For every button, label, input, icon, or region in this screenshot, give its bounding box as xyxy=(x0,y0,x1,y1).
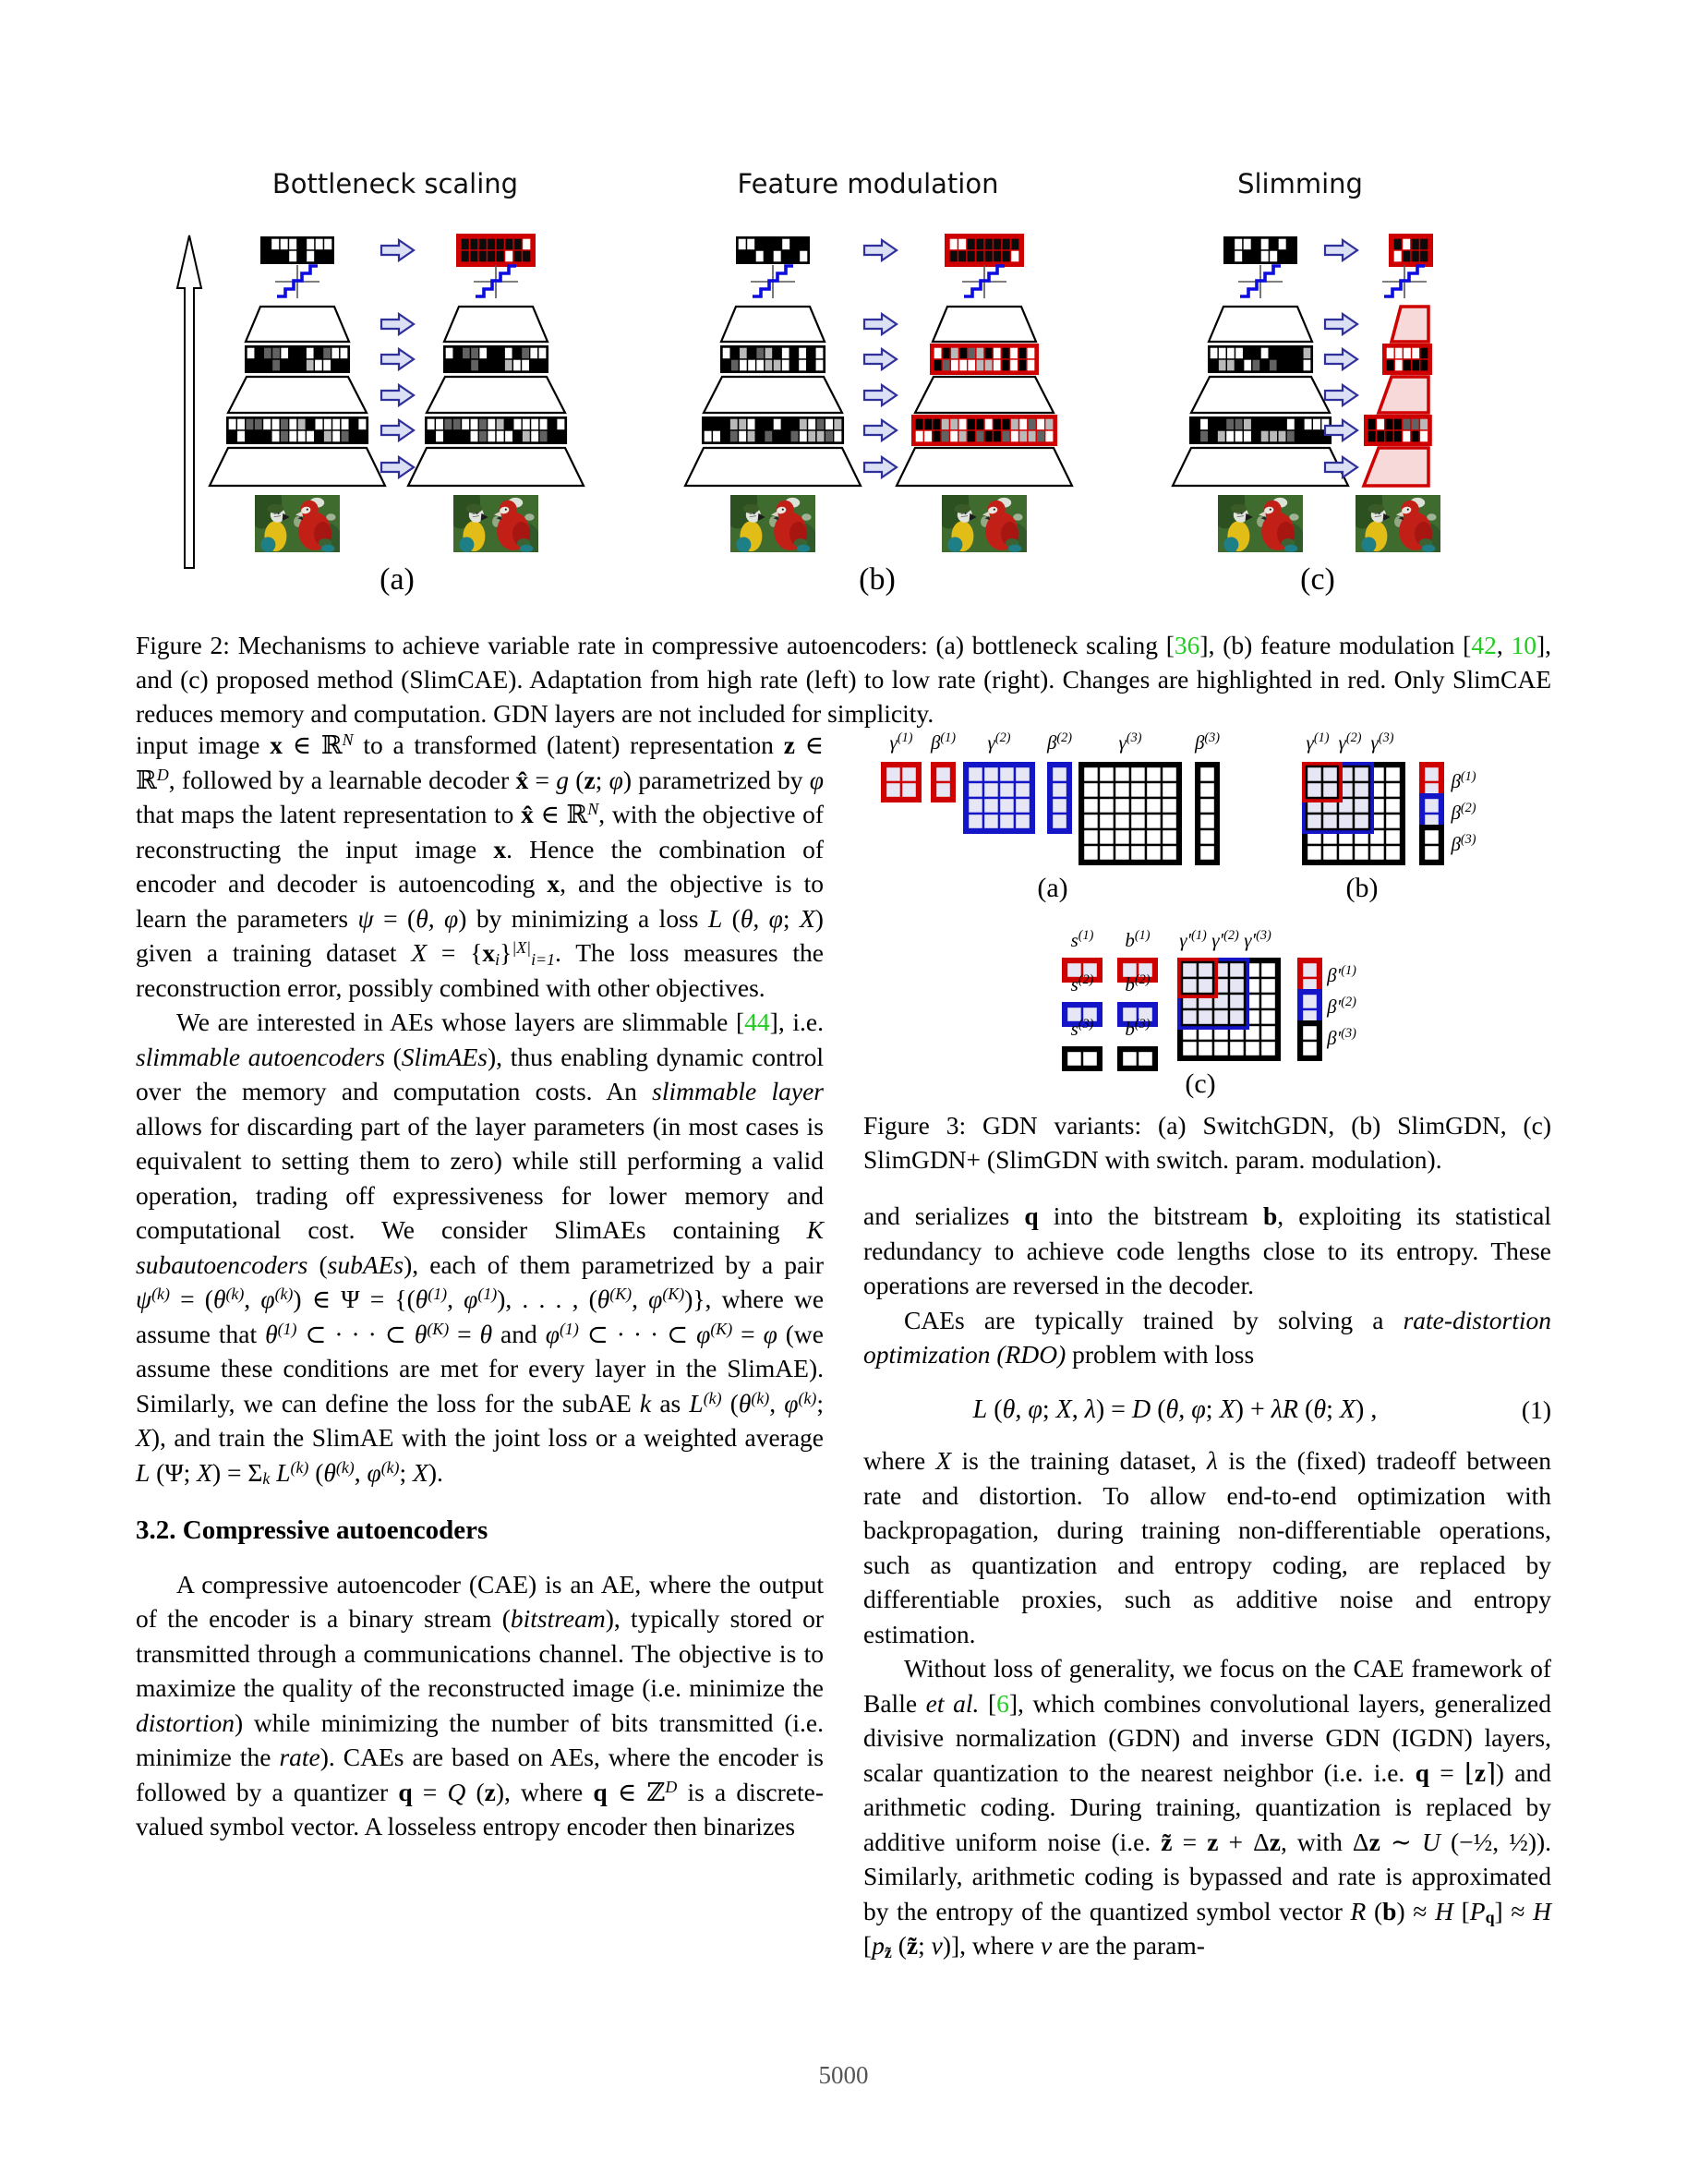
feature-map-checkerboard xyxy=(1208,345,1313,373)
math-label xyxy=(1244,928,1271,951)
math-label xyxy=(1071,1017,1094,1040)
encoder-trapezoid xyxy=(1173,448,1348,486)
math-label xyxy=(1211,928,1239,951)
math-label xyxy=(1339,730,1362,754)
adaptation-arrow-icon xyxy=(864,457,897,477)
encoder-trapezoid xyxy=(408,448,584,486)
feature-map-checkerboard-red xyxy=(930,344,1039,375)
math-label xyxy=(1071,928,1094,951)
body-left-column xyxy=(136,728,824,1844)
bitstream-checkerboard-red xyxy=(945,234,1024,267)
quantizer-step-icon xyxy=(1238,265,1283,298)
math-label xyxy=(1326,1026,1356,1049)
math-label xyxy=(1194,730,1220,754)
svg-text:γ(3): $\gamma^{(3)}$ xyxy=(1370,730,1394,754)
svg-text:γ(2): $\gamma^{(2)}$ xyxy=(1338,730,1362,754)
encoder-trapezoid xyxy=(210,448,385,486)
figure3-panel-label xyxy=(1185,1068,1215,1099)
math-label xyxy=(988,730,1011,754)
math-label xyxy=(1326,963,1356,986)
adaptation-arrow-icon xyxy=(864,314,897,334)
encoder-trapezoid xyxy=(897,448,1072,486)
math-label xyxy=(1450,832,1476,855)
figure3-caption: Figure 3: GDN variants: (a) SwitchGDN, (b) SlimGDN, (c) SlimGDN+ (SlimGDN with switch. param. modulation). xyxy=(863,1111,1551,1174)
paragraph-tradeoff: where X is the training dataset, λ is the (fixed) tradeoff between rate and distortion. To allow end-to-end optimization with backpropagation, during training non-differentiable operations, such as quantization and entropy coding, are replaced by differentiable proxies, such as additive noise and entropy estimation. xyxy=(863,1446,1551,1648)
switch-param-s xyxy=(1062,1046,1103,1071)
encoder-trapezoid xyxy=(1191,377,1330,413)
quantizer-step-icon xyxy=(474,265,518,298)
svg-text:β′(2): $\beta'^{(2)}$ xyxy=(1327,995,1356,1018)
adaptation-arrow-icon xyxy=(864,420,897,440)
figure3-panel-label xyxy=(1037,873,1067,903)
svg-text:(b): (b) xyxy=(859,562,896,597)
math-label xyxy=(1125,1017,1150,1040)
math-label xyxy=(1125,928,1150,951)
adaptation-arrow-icon xyxy=(381,314,414,334)
math-label xyxy=(1179,928,1207,951)
feature-map-checkerboard xyxy=(702,416,844,444)
svg-text:γ′(1): $\gamma'^{(1)}$ xyxy=(1179,928,1207,951)
svg-text:β(2): $\beta^{(2)}$ xyxy=(1451,801,1476,824)
paragraph-slimmable-aes: We are interested in AEs whose layers are slimmable [44], i.e. slimmable autoencoders (SlimAEs), thus enabling dynamic control over the memory and computation costs. An slimmable layer allows for discarding part of the layer parameters (in most cases is equivalent to setting them to zero) while still performing a valid operation, trading off expressiveness for lower memory and computational cost. We consider SlimAEs containing K subautoencoders (subAEs), each of them parametrized by a pair $\psi^{(k)} = (\theta^{(k)}$, $\varphi^{(k)}$) ∈ $\Psi = \{(\theta^{(1)}$, $\varphi^{(1)}$), . . . , ($\theta^{(K)}$, $\varphi^{(K)}$)}, where we assume that $\theta^{(1)}$ ⊂ · · · ⊂ $\theta^{(K)} = \theta$ and $\varphi^{(1)}$ ⊂ · · · ⊂ $\varphi^{(K)} = \varphi$ (we assume these conditions are met for every layer in the SlimAE). Similarly, we can define the loss for the subAE k as $L^{(k)}$ ($\theta^{(k)}$, $\varphi^{(k)}$; X), and train the SlimAE with the joint loss or a weighted average L (Ψ; $X) = \Sigma_k$ $L^{(k)}$ ($\theta^{(k)}$, $\varphi^{(k)}$; X). xyxy=(136,1008,825,1489)
quantizer-step-icon xyxy=(962,265,1006,298)
svg-text:γ(1): $\gamma^{(1)}$ xyxy=(889,730,913,754)
figure3-diagram xyxy=(863,716,1551,1099)
encoder-trapezoid xyxy=(1209,307,1312,342)
adaptation-arrow-icon xyxy=(381,385,414,405)
svg-text:s(3): $s^{(3)}$ xyxy=(1070,1017,1094,1040)
quantizer-step-icon xyxy=(275,265,319,298)
quantizer-step-icon xyxy=(751,265,795,298)
svg-text:b(2): $b^{(2)}$ xyxy=(1125,972,1151,995)
feature-map-checkerboard-red xyxy=(911,415,1057,446)
feature-map-checkerboard xyxy=(443,345,548,373)
math-label xyxy=(1046,730,1072,754)
figure2-panel-label xyxy=(380,562,415,597)
slimmed-encoder-trapezoid xyxy=(1364,448,1428,486)
svg-text:γ′(2): $\gamma'^{(2)}$ xyxy=(1211,928,1239,951)
switchgdn-grid xyxy=(881,762,922,802)
feature-map-checkerboard xyxy=(245,345,350,373)
svg-text:γ(1): $\gamma^{(1)}$ xyxy=(1306,730,1330,754)
encoder-trapezoid xyxy=(444,307,548,342)
svg-text:β(3): $\beta^{(3)}$ xyxy=(1194,730,1221,754)
feature-map-checkerboard-red xyxy=(1364,415,1432,446)
svg-text:b(1): $b^{(1)}$ xyxy=(1125,928,1151,951)
paragraph-rdo: CAEs are typically trained by solving a rate-distortion optimization (RDO) problem with loss xyxy=(863,1305,1551,1369)
encoder-trapezoid xyxy=(228,377,367,413)
math-label xyxy=(1371,730,1394,754)
svg-text:(c): (c) xyxy=(1185,1068,1216,1099)
adaptation-arrow-icon xyxy=(864,349,897,369)
bitstream-checkerboard xyxy=(1223,236,1297,264)
slimgdn-plus-beta-segment xyxy=(1297,1020,1322,1061)
equation-1: L (θ, φ; X, λ) = D (θ, φ; X) + λR (θ; X) , xyxy=(972,1394,1378,1424)
svg-text:β(1): $\beta^{(1)}$ xyxy=(1451,769,1476,792)
up-arrow-icon xyxy=(177,235,201,568)
adaptation-arrow-icon xyxy=(1325,240,1357,260)
figure2-title-slimming: Slimming xyxy=(1237,168,1363,199)
adaptation-arrow-icon xyxy=(1325,349,1357,369)
figure3-panel-label xyxy=(1346,873,1379,903)
switchgdn-grid xyxy=(1195,762,1220,865)
gdn-grid-small xyxy=(1177,958,1218,998)
math-label xyxy=(890,730,913,754)
adaptation-arrow-icon xyxy=(381,349,414,369)
adaptation-arrow-icon xyxy=(381,240,414,260)
encoder-trapezoid xyxy=(721,307,825,342)
adaptation-arrow-icon xyxy=(1325,385,1357,405)
feature-map-checkerboard xyxy=(720,345,825,373)
math-label xyxy=(1071,972,1094,995)
slimmed-encoder-trapezoid xyxy=(1392,307,1428,342)
bitstream-checkerboard-red xyxy=(456,234,536,267)
adaptation-arrow-icon xyxy=(381,457,414,477)
paragraph-compressive-autoencoders: A compressive autoencoder (CAE) is an AE, where the output of the encoder is a binary stream (bitstream), typically stored or transmitted through a communications channel. The objective is to maximize the quality of the reconstructed image (i.e. minimize the distortion) while minimizing the number of bits transmitted (i.e. minimize the rate). CAEs are based on AEs, where the encoder is followed by a quantizer q = Q (z), where q ∈ ℤ$^D$ is a discrete-valued symbol vector. A losseless entropy encoder then binarizes xyxy=(136,1569,824,1840)
switchgdn-grid xyxy=(963,762,1035,834)
svg-text:(c): (c) xyxy=(1300,562,1335,597)
feature-map-checkerboard xyxy=(226,416,368,444)
svg-text:s(2): $s^{(2)}$ xyxy=(1070,972,1094,995)
equation-number: (1) xyxy=(1521,1394,1551,1424)
adaptation-arrow-icon xyxy=(1325,314,1357,334)
math-label xyxy=(1119,730,1142,754)
parrot-image xyxy=(245,479,351,562)
figure2-panel-label xyxy=(1300,562,1335,597)
switch-param-b xyxy=(1117,1046,1158,1071)
math-label xyxy=(1125,972,1150,995)
feature-map-checkerboard xyxy=(425,416,567,444)
bitstream-checkerboard xyxy=(260,236,334,264)
svg-text:γ′(3): $\gamma'^{(3)}$ xyxy=(1244,928,1271,951)
svg-text:(a): (a) xyxy=(1037,873,1068,903)
page-number: 5000 xyxy=(818,2061,869,2089)
svg-text:(b): (b) xyxy=(1345,873,1379,903)
switchgdn-grid xyxy=(1047,762,1072,834)
svg-text:β′(3): $\beta'^{(3)}$ xyxy=(1327,1026,1356,1049)
svg-text:b(3): $b^{(3)}$ xyxy=(1125,1017,1151,1040)
svg-text:β(3): $\beta^{(3)}$ xyxy=(1451,832,1476,855)
parrot-image xyxy=(720,479,826,562)
quantizer-step-icon xyxy=(1382,265,1427,298)
figure2-title-bottleneck-scaling: Bottleneck scaling xyxy=(271,168,519,199)
svg-text:s(1): $s^{(1)}$ xyxy=(1070,928,1094,951)
math-label xyxy=(1450,769,1476,792)
encoder-trapezoid xyxy=(933,307,1036,342)
adaptation-arrow-icon xyxy=(864,240,897,260)
math-label xyxy=(1307,730,1330,754)
parrot-image xyxy=(932,479,1038,562)
adaptation-arrow-icon xyxy=(381,420,414,440)
section-heading-3-2: 3.2. Compressive autoencoders xyxy=(136,1515,488,1545)
encoder-trapezoid xyxy=(704,377,842,413)
gdn-grid-small xyxy=(1302,762,1343,802)
figure2-title-feature-modulation: Feature modulation xyxy=(737,168,999,199)
svg-text:γ(3): $\gamma^{(3)}$ xyxy=(1118,730,1142,754)
adaptation-arrow-icon xyxy=(864,385,897,405)
slimmed-encoder-trapezoid xyxy=(1379,377,1428,413)
equation-1-row xyxy=(863,1393,1551,1428)
slimgdn-beta-segment xyxy=(1419,825,1444,865)
figure2-caption: Figure 2: Mechanisms to achieve variable rate in compressive autoencoders: (a) bottleneck scaling [36], (b) feature modulation [42, 10], and (c) proposed method (SlimCAE). Adaptation from high rate (left) to low rate (right). Changes are highlighted in red. Only SlimCAE reduces memory and computation. GDN layers are not included for simplicity. xyxy=(136,630,1551,728)
body-right-column xyxy=(863,716,1551,1963)
math-label xyxy=(1326,995,1356,1018)
switchgdn-grid xyxy=(931,762,956,802)
parrot-image xyxy=(1345,479,1452,562)
svg-text:(a): (a) xyxy=(380,562,415,597)
paragraph-autoencoder-intro: input image x ∈ ℝ$^N$ to a transformed (latent) representation z ∈ ℝ$^D$, followed by a learnable decoder x̂ = g (z; φ) parametrized by φ that maps the latent representation to x̂ ∈ ℝ$^N$, with the objective of reconstructing the input image x. Hence the combination of encoder and decoder is autoencoding x, and the objective is to learn the parameters ψ = (θ, φ) by minimizing a loss L (θ, φ; X) given a training dataset $X = \{x_i\}^{|X|}_{i=1}$. The loss measures the reconstruction error, possibly combined with other objectives. xyxy=(136,730,825,1002)
encoder-trapezoid xyxy=(685,448,861,486)
switchgdn-grid xyxy=(1078,762,1182,865)
math-label xyxy=(930,730,956,754)
paragraph-serializes: and serializes q into the bitstream b, exploiting its statistical redundancy to achieve code lengths close to its entropy. These operations are reversed in the decoder. xyxy=(863,1201,1551,1299)
paragraph-balle-framework: Without loss of generality, we focus on the CAE framework of Balle et al. [6], which combines convolutional layers, generalized divisive normalization (GDN) and inverse GDN (IGDN) layers, scalar quantization to the nearest neighbor (i.e. i.e. q = ⌊z⌉) and arithmetic coding. During training, quantization is replaced by additive uniform noise (i.e. z̃ = z + Δz, with Δz ∼ U (−½, ½)). Similarly, arithmetic coding is bypassed and rate is approximated by the entropy of the quantized symbol vector R (b) ≈ H $[P_q] \approx H$ [$p_{z̃}$ (z̃; ν)], where ν are the param- xyxy=(863,1654,1552,1961)
bitstream-checkerboard xyxy=(736,236,810,264)
feature-map-checkerboard-red xyxy=(1382,344,1432,375)
math-label xyxy=(1450,801,1476,824)
svg-text:β(1): $\beta^{(1)}$ xyxy=(930,730,957,754)
svg-text:γ(2): $\gamma^{(2)}$ xyxy=(987,730,1011,754)
figure2-diagram xyxy=(136,148,1551,598)
feature-map-checkerboard xyxy=(1189,416,1332,444)
encoder-trapezoid xyxy=(915,377,1054,413)
encoder-trapezoid xyxy=(246,307,349,342)
figure2-panel-label xyxy=(859,562,896,597)
svg-text:β′(1): $\beta'^{(1)}$ xyxy=(1327,963,1356,986)
svg-text:β(2): $\beta^{(2)}$ xyxy=(1046,730,1073,754)
parrot-image xyxy=(1208,479,1314,562)
encoder-trapezoid xyxy=(427,377,565,413)
bitstream-checkerboard-red xyxy=(1389,234,1433,267)
parrot-image xyxy=(443,479,549,562)
